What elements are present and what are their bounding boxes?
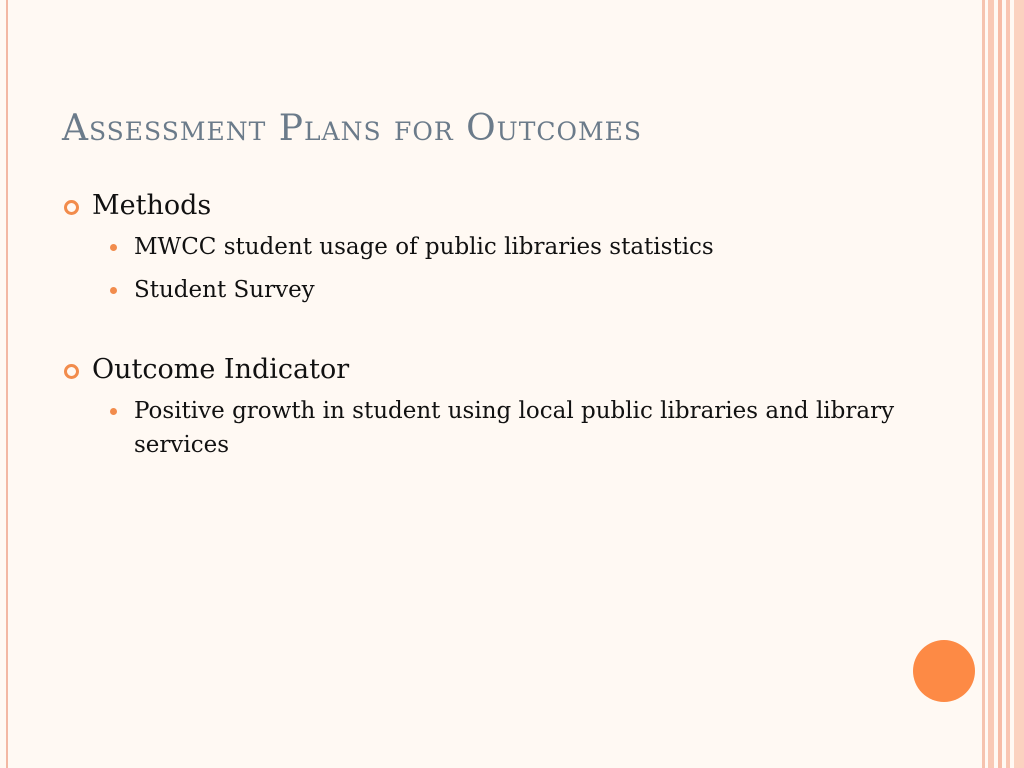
left-border-line (6, 0, 8, 768)
right-stripe (1006, 0, 1010, 768)
section-heading-label: Outcome Indicator (92, 354, 350, 385)
list-item (62, 230, 902, 264)
dot-bullet-icon (110, 287, 117, 294)
right-stripe (982, 0, 985, 768)
section-heading-outcome-indicator (62, 350, 902, 390)
list-item (62, 273, 902, 307)
slide-body (62, 186, 902, 471)
slide-title: Assessment Plans for Outcomes (62, 108, 643, 149)
ring-bullet-icon (64, 364, 79, 379)
ring-bullet-icon (64, 200, 79, 215)
section-spacer (62, 316, 902, 350)
right-stripe (988, 0, 994, 768)
right-stripe (998, 0, 1002, 768)
right-stripe (1014, 0, 1024, 768)
list-item-text: Student Survey (134, 277, 315, 303)
outcome-indicator-list (62, 394, 902, 462)
list-item-text: MWCC student usage of public libraries statistics (134, 234, 714, 260)
list-item-text: Positive growth in student using local public libraries and library services (134, 398, 895, 458)
dot-bullet-icon (110, 408, 117, 415)
methods-list (62, 230, 902, 307)
dot-bullet-icon (110, 244, 117, 251)
list-item (62, 394, 902, 462)
section-heading-label: Methods (92, 190, 212, 221)
section-heading-methods (62, 186, 902, 226)
decorative-circle (913, 640, 975, 702)
